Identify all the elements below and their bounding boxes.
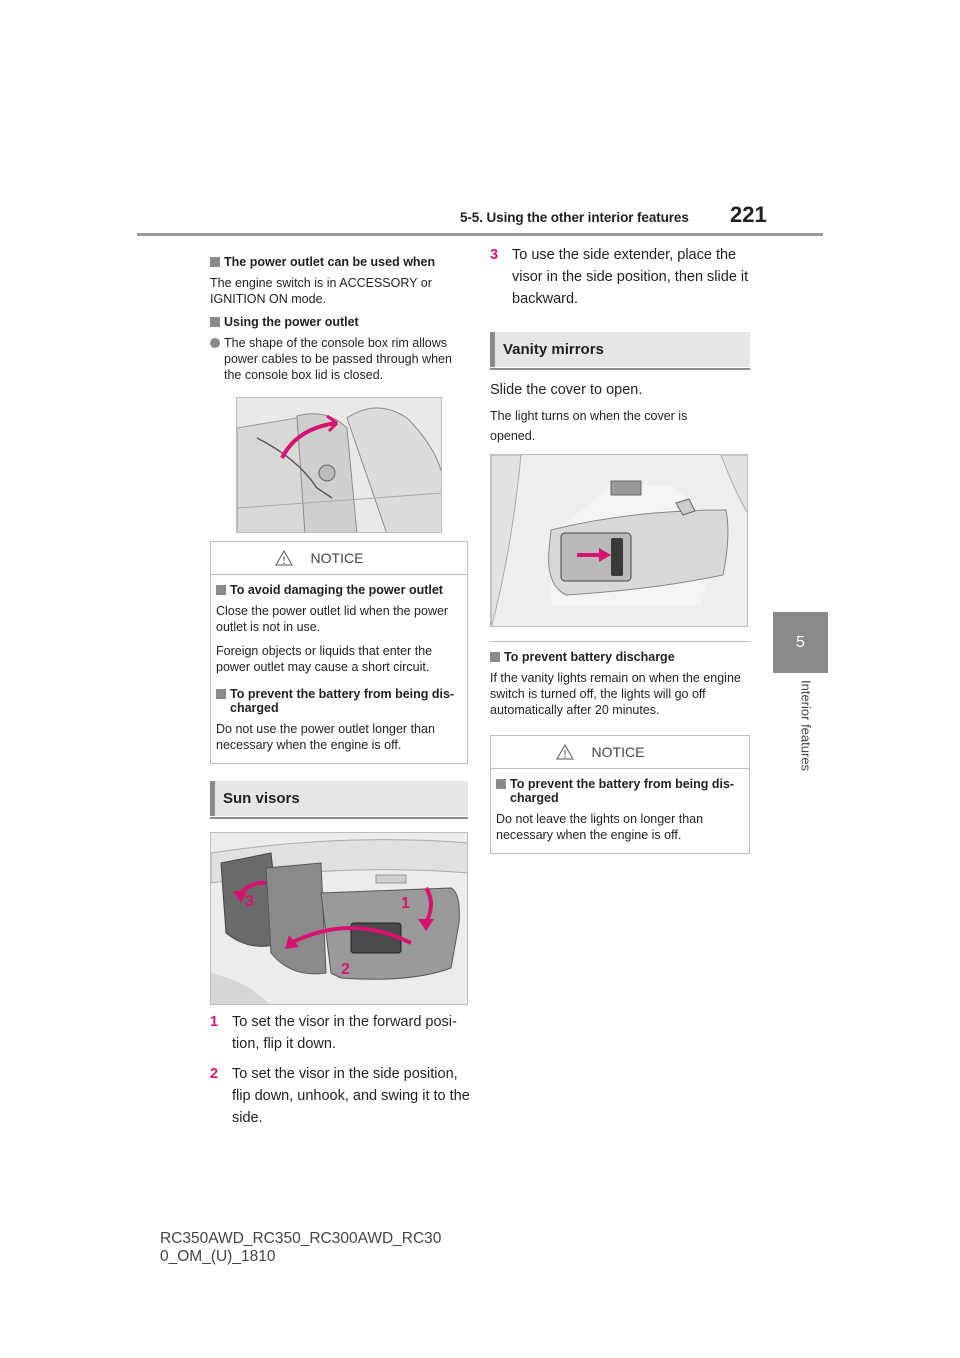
page-header bbox=[0, 0, 960, 240]
body-text: If the vanity lights remain on when the engine switch is turned off, the lights will go off automatically after 20 minutes. bbox=[490, 671, 741, 717]
notice-item-heading: To prevent the battery from being dis-charged bbox=[216, 687, 462, 715]
square-bullet-icon bbox=[210, 257, 220, 267]
warning-triangle-icon bbox=[556, 744, 574, 760]
notice-text: Do not leave the lights on longer than necessary when the engine is off. bbox=[496, 812, 704, 842]
page-footer bbox=[160, 1230, 441, 1266]
section-heading: 5-5. Using the other interior features bbox=[460, 210, 689, 225]
round-bullet-icon bbox=[210, 338, 220, 348]
sun-visor-drawing bbox=[211, 833, 468, 1005]
console-box-drawing bbox=[237, 398, 442, 533]
section-title-bar bbox=[490, 332, 750, 367]
right-column bbox=[490, 244, 750, 854]
subsection-heading: To prevent battery discharge bbox=[490, 650, 750, 664]
notice-divider bbox=[211, 574, 467, 575]
figure-callout-3: 3 bbox=[245, 893, 254, 910]
body-note: The light turns on when the cover is opened. bbox=[490, 409, 688, 443]
body-text: Slide the cover to open. bbox=[490, 382, 643, 398]
notice-text: Do not use the power outlet longer than necessary when the engine is off. bbox=[216, 722, 435, 752]
vanity-mirror-drawing bbox=[491, 455, 748, 627]
notice-text: Close the power outlet lid when the power outlet is not in use. bbox=[216, 604, 449, 634]
step-item bbox=[210, 1063, 470, 1129]
step-text: To set the visor in the forward posi-tion, flip it down. bbox=[232, 1014, 457, 1052]
notice-box bbox=[210, 541, 468, 764]
page-number: 221 bbox=[730, 202, 767, 227]
notice-header: NOTICE bbox=[496, 744, 744, 760]
step-item bbox=[210, 1011, 470, 1055]
section-accent bbox=[490, 332, 495, 367]
footer-line: RC350AWD_RC350_RC300AWD_RC30 bbox=[160, 1230, 442, 1247]
notice-item-heading: To prevent the battery from being dis-charged bbox=[496, 777, 744, 805]
section-underline bbox=[210, 817, 468, 819]
sun-visor-illustration bbox=[210, 832, 468, 1005]
section-title: Sun visors bbox=[223, 790, 300, 807]
section-title-bar bbox=[210, 781, 468, 816]
chapter-title-vertical bbox=[796, 680, 816, 790]
square-bullet-icon bbox=[216, 689, 226, 699]
bullet-item: The shape of the console box rim allows power cables to be passed through when the console box lid is closed. bbox=[210, 335, 470, 383]
notice-box bbox=[490, 735, 750, 854]
section-accent bbox=[210, 781, 215, 816]
section-divider bbox=[490, 641, 750, 642]
step-list bbox=[210, 1011, 470, 1129]
step-text: To set the visor in the side position, flip down, unhook, and swing it to the side. bbox=[232, 1066, 470, 1126]
subsection-heading: Using the power outlet bbox=[210, 315, 470, 329]
step-text: To use the side extender, place the visor in the side position, then slide it backward. bbox=[512, 247, 749, 307]
step-number: 2 bbox=[210, 1066, 219, 1082]
console-box-illustration bbox=[236, 397, 442, 533]
square-bullet-icon bbox=[216, 585, 226, 595]
square-bullet-icon bbox=[496, 779, 506, 789]
notice-header: NOTICE bbox=[216, 550, 462, 566]
body-text: The engine switch is in ACCESSORY or IGNITION ON mode. bbox=[210, 276, 432, 306]
step-number: 1 bbox=[210, 1014, 219, 1030]
notice-text: Foreign objects or liquids that enter the power outlet may cause a short circuit. bbox=[216, 644, 433, 674]
section-underline bbox=[490, 368, 750, 370]
notice-item-heading: To avoid damaging the power outlet bbox=[216, 583, 462, 597]
section-title: Vanity mirrors bbox=[503, 341, 604, 358]
figure-callout-2: 2 bbox=[341, 961, 350, 978]
header-rule bbox=[137, 233, 823, 236]
square-bullet-icon bbox=[210, 317, 220, 327]
notice-divider bbox=[491, 768, 749, 769]
footer-line: 0_OM_(U)_1810 bbox=[160, 1248, 276, 1265]
left-column bbox=[210, 255, 470, 1129]
step-number: 3 bbox=[490, 247, 499, 263]
square-bullet-icon bbox=[490, 652, 500, 662]
vanity-mirror-illustration bbox=[490, 454, 748, 627]
warning-triangle-icon bbox=[275, 550, 293, 566]
step-item bbox=[490, 244, 750, 310]
figure-callout-1: 1 bbox=[401, 895, 410, 912]
subsection-heading: The power outlet can be used when bbox=[210, 255, 470, 269]
chapter-title: Interior features bbox=[798, 680, 814, 772]
chapter-tab[interactable]: 5 bbox=[773, 612, 828, 673]
